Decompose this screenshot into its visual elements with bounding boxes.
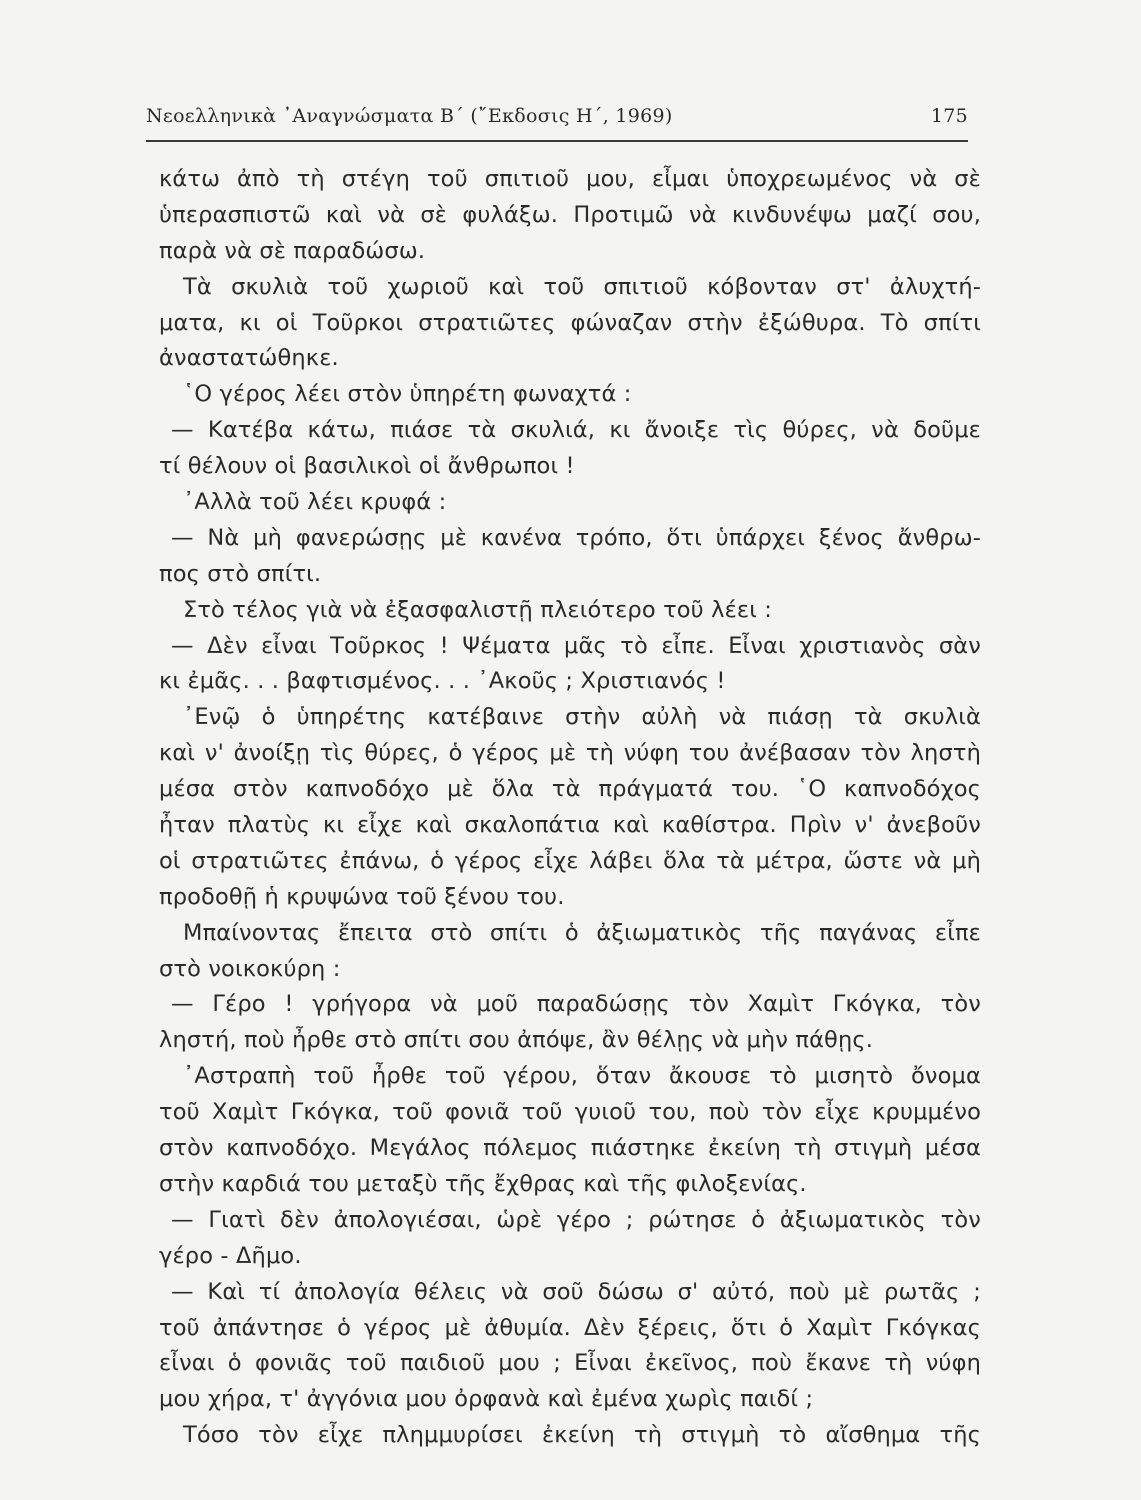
header-rule bbox=[146, 140, 968, 142]
text-line: στὸν καπνοδόχο. Μεγάλος πόλεμος πιάστηκε ἐκείνη τὴ στιγμὴ μέσα bbox=[159, 1135, 981, 1162]
text-line: ᾿Αλλὰ τοῦ λέει κρυφά : bbox=[183, 489, 447, 516]
body-text bbox=[159, 162, 981, 1454]
text-line: μέσα στὸν καπνοδόχο μὲ ὅλα τὰ πράγματά του. ῾Ο καπνοδόχος bbox=[159, 776, 981, 803]
text-line: γέρο - Δῆμο. bbox=[159, 1242, 302, 1269]
text-line: τί θέλουν οἱ βασιλικοὶ οἱ ἄνθρωποι ! bbox=[159, 453, 575, 480]
text-line: — Κατέβα κάτω, πιάσε τὰ σκυλιά, κι ἄνοιξε τὶς θύρες, νὰ δοῦμε bbox=[171, 417, 981, 444]
text-line: εἶναι ὁ φονιᾶς τοῦ παιδιοῦ μου ; Εἶναι ἐκεῖνος, ποὺ ἔκανε τὴ νύφη bbox=[159, 1350, 981, 1377]
text-line: — Νὰ μὴ φανερώσῃς μὲ κανένα τρόπο, ὅτι ὑπάρχει ξένος ἄνθρω- bbox=[171, 524, 981, 551]
text-line: στὸ νοικοκύρη : bbox=[159, 955, 341, 982]
text-line: — Γιατὶ δὲν ἀπολογιέσαι, ὡρὲ γέρο ; ρώτησε ὁ ἀξιωματικὸς τὸν bbox=[171, 1206, 981, 1233]
text-line: — Δὲν εἶναι Τοῦρκος ! Ψέματα μᾶς τὸ εἶπε. Εἶναι χριστιανὸς σὰν bbox=[171, 632, 981, 659]
text-line: τοῦ ἀπάντησε ὁ γέρος μὲ ἀθυμία. Δὲν ξέρεις, ὅτι ὁ Χαμὶτ Γκόγκας bbox=[159, 1314, 981, 1341]
text-line: ᾿Ενῷ ὁ ὑπηρέτης κατέβαινε στὴν αὐλὴ νὰ πιάσῃ τὰ σκυλιὰ bbox=[183, 704, 981, 731]
text-line: καὶ ν' ἀνοίξῃ τὶς θύρες, ὁ γέρος μὲ τὴ νύφη του ἀνέβασαν τὸν ληστὴ bbox=[159, 740, 981, 767]
text-line: πος στὸ σπίτι. bbox=[159, 560, 322, 587]
text-line: ἦταν πλατὺς κι εἶχε καὶ σκαλοπάτια καὶ καθίστρα. Πρὶν ν' ἀνεβοῦν bbox=[159, 812, 981, 839]
text-line: ἀναστατώθηκε. bbox=[159, 345, 339, 372]
text-line: — Γέρο ! γρήγορα νὰ μοῦ παραδώσῃς τὸν Χαμὶτ Γκόγκα, τὸν bbox=[171, 991, 981, 1018]
running-header bbox=[146, 101, 968, 133]
text-line: παρὰ νὰ σὲ παραδώσω. bbox=[159, 237, 426, 264]
text-line: Τόσο τὸν εἶχε πλημμυρίσει ἐκείνη τὴ στιγμὴ τὸ αἴσθημα τῆς bbox=[183, 1422, 981, 1449]
page-number: 175 bbox=[930, 105, 968, 127]
text-line: οἱ στρατιῶτες ἐπάνω, ὁ γέρος εἶχε λάβει ὅλα τὰ μέτρα, ὥστε νὰ μὴ bbox=[159, 847, 981, 874]
text-line: ὑπερασπιστῶ καὶ νὰ σὲ φυλάξω. Προτιμῶ νὰ κινδυνέψω μαζί σου, bbox=[159, 201, 981, 228]
text-line: κάτω ἀπὸ τὴ στέγη τοῦ σπιτιοῦ μου, εἶμαι ὑποχρεωμένος νὰ σὲ bbox=[159, 166, 981, 192]
text-line: Τὰ σκυλιὰ τοῦ χωριοῦ καὶ τοῦ σπιτιοῦ κόβονταν στ' ἀλυχτή- bbox=[183, 273, 981, 300]
text-line: ληστή, ποὺ ἦρθε στὸ σπίτι σου ἀπόψε, ἂν θέλῃς νὰ μὴν πάθῃς. bbox=[159, 1027, 874, 1054]
text-line: μου χήρα, τ' ἀγγόνια μου ὀρφανὰ καὶ ἐμένα χωρὶς παιδί ; bbox=[159, 1386, 814, 1413]
running-title: Νεοελληνικὰ ᾿Αναγνώσματα Β΄ (῎Εκδοσις Η΄, 1969) bbox=[146, 105, 673, 127]
text-line: ματα, κι οἱ Τοῦρκοι στρατιῶτες φώναζαν στὴν ἐξώθυρα. Τὸ σπίτι bbox=[159, 309, 981, 336]
text-line: Μπαίνοντας ἔπειτα στὸ σπίτι ὁ ἀξιωματικὸς τῆς παγάνας εἶπε bbox=[183, 919, 981, 946]
text-line: Στὸ τέλος γιὰ νὰ ἐξασφαλιστῇ πλειότερο τοῦ λέει : bbox=[183, 596, 773, 623]
text-line: κι ἐμᾶς. . . βαφτισμένος. . . ᾿Ακοῦς ; Χριστιανός ! bbox=[159, 668, 726, 695]
text-line: — Καὶ τί ἀπολογία θέλεις νὰ σοῦ δώσω σ' αὐτό, ποὺ μὲ ρωτᾶς ; bbox=[171, 1278, 981, 1305]
text-line: στὴν καρδιά του μεταξὺ τῆς ἔχθρας καὶ τῆς φιλοξενίας. bbox=[159, 1170, 807, 1197]
text-line: ᾿Αστραπὴ τοῦ ἦρθε τοῦ γέρου, ὅταν ἄκουσε τὸ μισητὸ ὄνομα bbox=[183, 1063, 981, 1090]
text-line: τοῦ Χαμὶτ Γκόγκα, τοῦ φονιᾶ τοῦ γυιοῦ του, ποὺ τὸν εἶχε κρυμμένο bbox=[159, 1099, 981, 1126]
text-line: ῾Ο γέρος λέει στὸν ὑπηρέτη φωναχτά : bbox=[183, 381, 632, 408]
text-line: προδοθῇ ἡ κρυψώνα τοῦ ξένου του. bbox=[159, 883, 565, 910]
